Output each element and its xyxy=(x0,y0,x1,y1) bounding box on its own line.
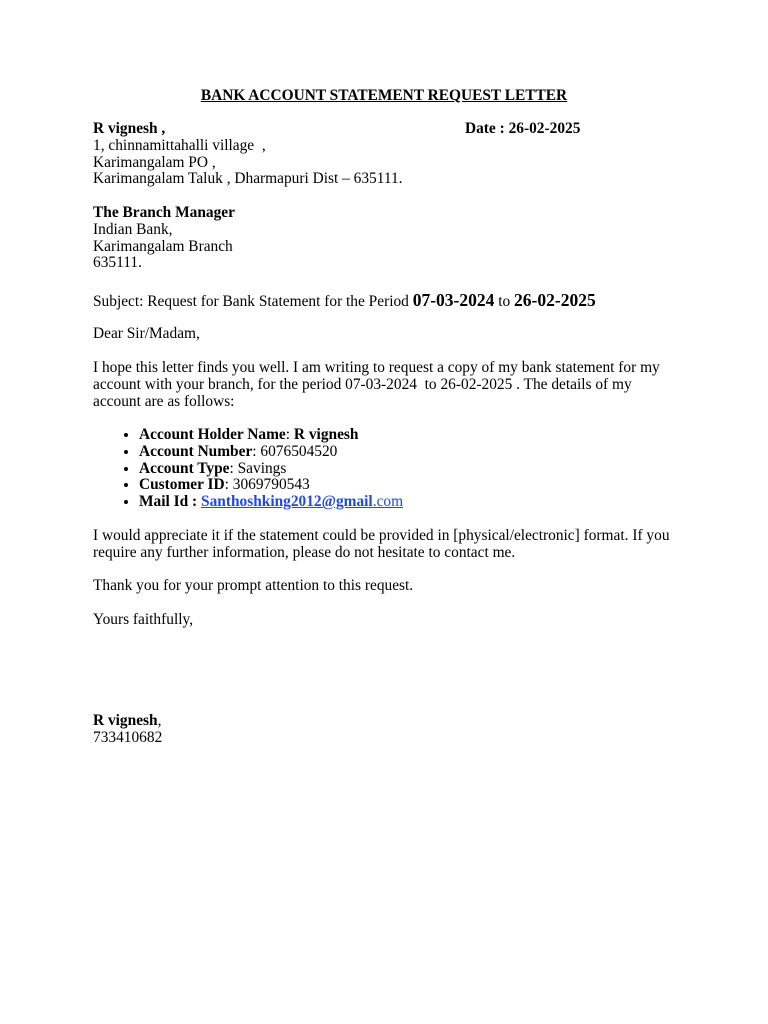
email-link[interactable]: Santhoshking2012@gmail xyxy=(201,493,373,511)
recipient-line: 635111. xyxy=(93,254,142,272)
body-paragraph-2 xyxy=(93,528,693,562)
closing-line: Yours faithfully, xyxy=(93,611,194,628)
sender-address-line: Karimangalam PO , xyxy=(93,153,216,171)
subject-to-date: 26-02-2025 xyxy=(514,290,596,310)
detail-customer-id: • Customer ID: 3069790543 xyxy=(139,477,693,494)
subject-line xyxy=(93,290,693,312)
email-link-tail[interactable]: .com xyxy=(372,493,404,511)
body-paragraph-1 xyxy=(93,360,693,410)
account-details-list xyxy=(93,427,693,511)
subject-prefix: Subject: Request for Bank Statement for the Period xyxy=(93,293,413,310)
thanks-line: Thank you for your prompt attention to this request. xyxy=(93,577,414,594)
letter-date: Date : 26-02-2025 xyxy=(465,120,581,137)
subject-from-date: 07-03-2024 xyxy=(412,290,495,310)
detail-mail-id: • Mail Id : Santhoshking2012@gmail.com xyxy=(139,494,693,511)
paragraph-line: I would appreciate it if the statement could be provided in [physical/electronic] format. If you xyxy=(93,527,670,544)
recipient-title: The Branch Manager xyxy=(93,204,235,221)
detail-account-number: • Account Number: 6076504520 xyxy=(139,444,693,461)
subject-joiner: to xyxy=(494,293,515,310)
sender-address-line: 1, chinnamittahalli village , xyxy=(93,136,266,154)
salutation: Dear Sir/Madam, xyxy=(93,325,200,342)
sender-address-line: Karimangalam Taluk , Dharmapuri Dist – 635111. xyxy=(93,170,403,188)
recipient-line: Karimangalam Branch xyxy=(93,237,233,255)
sender-name: R vignesh , xyxy=(93,120,166,137)
detail-account-type: • Account Type: Savings xyxy=(139,461,693,478)
recipient-block xyxy=(93,205,693,272)
recipient-line: Indian Bank, xyxy=(93,220,173,238)
paragraph-line: I hope this letter finds you well. I am writing to request a copy of my bank statement for my xyxy=(93,359,660,376)
detail-account-holder: • Account Holder Name: R vignesh xyxy=(139,427,693,444)
signature-phone: 733410682 xyxy=(93,728,163,746)
paragraph-line: account are as follows: xyxy=(93,392,235,410)
sender-block xyxy=(93,121,693,188)
signature-block xyxy=(93,713,693,747)
paragraph-line: account with your branch, for the period 07-03-2024 to 26-02-2025 . The details of my xyxy=(93,375,632,393)
paragraph-line: require any further information, please do not hesitate to contact me. xyxy=(93,543,516,561)
signature-name: R vignesh, xyxy=(93,712,162,729)
letter-title: BANK ACCOUNT STATEMENT REQUEST LETTER xyxy=(200,87,568,104)
